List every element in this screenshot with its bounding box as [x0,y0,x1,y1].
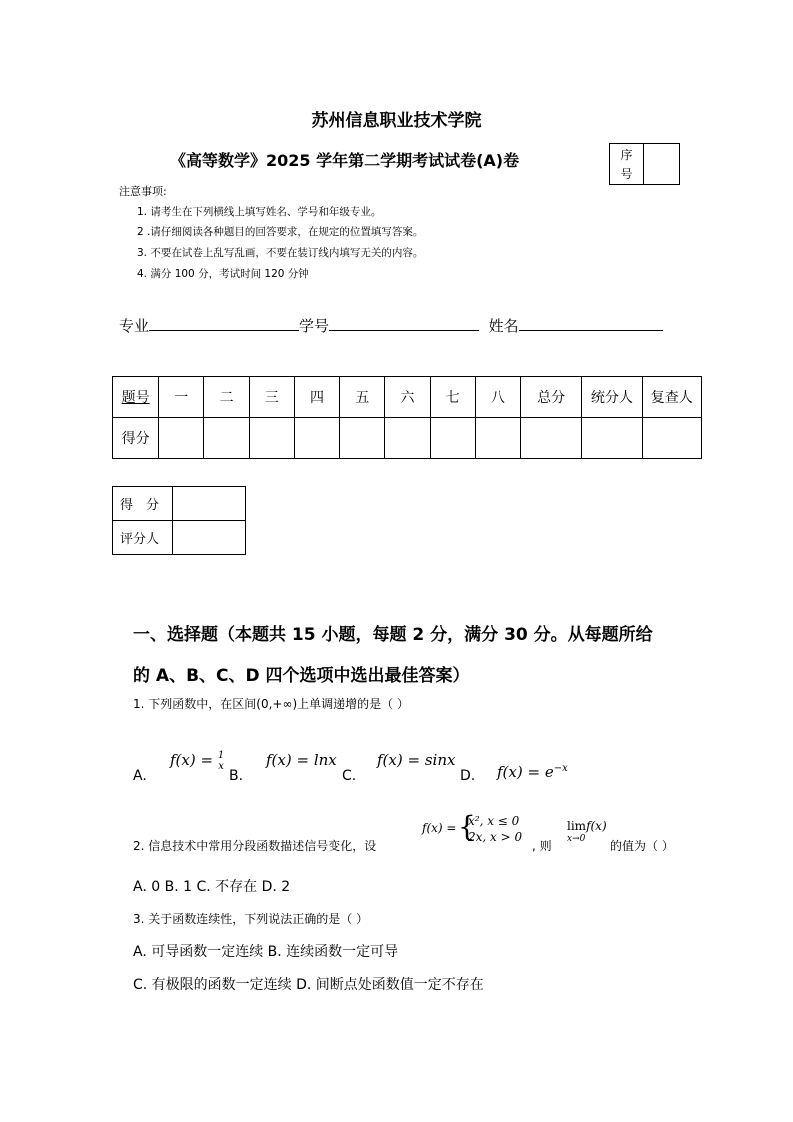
limit-operator [567,819,607,833]
section-heading-line-2: 的 A、B、C、D 四个选项中选出最佳答案） [133,666,470,686]
option-d-exponent: −x [553,763,568,774]
sequence-number-box [609,143,680,185]
school-name: 苏州信息职业技术学院 [311,111,482,131]
major-label: 专业 [119,317,150,335]
piecewise-case-2: 2x, x > 0 [468,830,523,844]
fraction-numerator: 1 [217,750,225,761]
score-cell[interactable] [520,418,581,459]
option-b-label[interactable]: B. [229,768,244,784]
student-id-field[interactable] [329,316,479,331]
score-cell[interactable] [249,418,294,459]
question-2-stem: 2. 信息技术中常用分段函数描述信号变化，设 [133,839,377,853]
piecewise-brace: { [458,810,476,843]
question-2-then: , 则 [532,839,552,853]
grader-name-label: 评分人 [113,521,173,555]
score-cell[interactable] [475,418,520,459]
score-table [112,376,702,459]
score-table-score-row [113,418,702,459]
score-row-label: 得分 [113,418,159,459]
score-header-cell: 三 [249,377,294,418]
grader-name-cell[interactable] [173,521,246,555]
question-2-options[interactable]: A. 0 B. 1 C. 不存在 D. 2 [133,879,291,895]
fraction-denominator: x [218,761,224,772]
note-item: 3. 不要在试卷上乱写乱画，不要在装订线内填写无关的内容。 [137,247,424,259]
score-header-cell: 题号 [113,377,159,418]
name-label: 姓名 [488,317,519,335]
piecewise-case-1: x², x ≤ 0 [468,814,520,828]
score-cell[interactable] [642,418,701,459]
name-field[interactable] [519,316,663,331]
option-c-label[interactable]: C. [342,768,357,784]
score-cell[interactable] [159,418,204,459]
piecewise-lhs: f(x) = [422,821,457,835]
option-d-base: f(x) = e [497,763,554,781]
question-3-options-line-2[interactable]: C. 有极限的函数一定连续 D. 间断点处函数值一定不存在 [133,977,484,993]
option-a-fraction [218,750,224,772]
score-header-cell: 六 [385,377,430,418]
score-header-cell: 复查人 [642,377,701,418]
option-a-formula [170,750,224,772]
question-3-stem: 3. 关于函数连续性，下列说法正确的是（ ） [133,912,369,926]
notes-heading: 注意事项: [119,185,167,198]
score-cell[interactable] [582,418,642,459]
score-header-cell: 四 [294,377,339,418]
score-header-cell: 五 [340,377,385,418]
sequence-label-char-2: 号 [620,167,633,181]
option-a-lhs: f(x) = [170,751,218,769]
sequence-label [610,144,644,184]
option-d-label[interactable]: D. [460,768,476,784]
limit-word: lim [567,819,587,833]
score-table-header-row [113,377,702,418]
score-header-cell: 一 [159,377,204,418]
student-id-label: 学号 [299,317,330,335]
question-1-stem: 1. 下列函数中，在区间(0,+∞)上单调递增的是（ ） [133,697,409,711]
score-cell[interactable] [294,418,339,459]
option-a-label[interactable]: A. [133,768,147,784]
score-cell[interactable] [340,418,385,459]
grader-score-label: 得 分 [113,487,173,521]
score-header-cell: 八 [475,377,520,418]
score-header-cell: 七 [430,377,475,418]
exam-title: 《高等数学》2025 学年第二学期考试试卷(A)卷 [170,151,520,170]
grader-score-cell[interactable] [173,487,246,521]
score-header-cell: 总分 [520,377,581,418]
option-d-formula [497,763,568,781]
score-cell[interactable] [385,418,430,459]
question-3-options-line-1[interactable]: A. 可导函数一定连续 B. 连续函数一定可导 [133,944,399,960]
score-header-cell: 二 [204,377,249,418]
student-info-row [119,315,663,336]
score-cell[interactable] [204,418,249,459]
score-cell[interactable] [430,418,475,459]
question-2-tail: 的值为（ ） [610,839,674,853]
major-field[interactable] [149,316,299,331]
limit-subscript: x→0 [567,834,586,844]
note-item: 2 .请仔细阅读各种题目的回答要求，在规定的位置填写答案。 [137,226,424,238]
section-heading-line-1: 一、选择题（本题共 15 小题，每题 2 分，满分 30 分。从每题所给 [133,625,653,645]
grader-table [112,486,246,555]
sequence-label-char-1: 序 [620,148,633,162]
option-b-formula: f(x) = lnx [266,751,337,769]
note-item: 4. 满分 100 分，考试时间 120 分钟 [137,268,309,280]
score-header-cell: 统分人 [582,377,642,418]
option-c-formula: f(x) = sinx [377,751,456,769]
note-item: 1. 请考生在下列横线上填写姓名、学号和年级专业。 [137,206,382,218]
limit-function: f(x) [586,819,607,833]
